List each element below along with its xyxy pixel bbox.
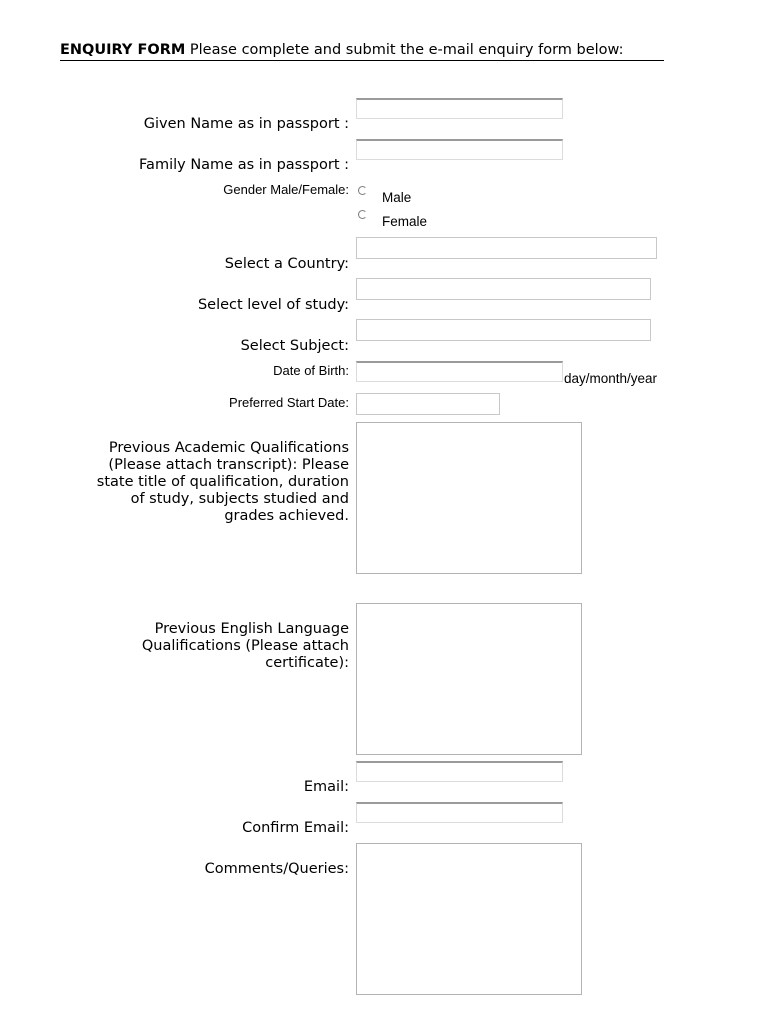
dob-input[interactable] [356,361,563,382]
family-name-input[interactable] [356,139,563,160]
family-name-label: Family Name as in passport : [139,157,349,173]
gender-label: Gender Male/Female: [223,182,349,197]
form-heading [60,42,664,61]
level-select[interactable] [356,278,651,300]
form-heading-bold: ENQUIRY FORM [60,42,186,58]
gender-male-radio[interactable] [358,186,367,195]
english-label: Previous English Language Qualifications (Please attach certificate): [141,621,349,671]
gender-female-radio[interactable] [358,210,367,219]
academic-label: Previous Academic Qualifications (Please attach transcript): Please state title of qualification, duration of study, subjects studied and grades achieved. [96,440,349,524]
email-label: Email: [303,779,349,795]
country-label: Select a Country: [224,256,349,272]
form-heading-colon: : [618,42,624,58]
gender-male-label: Male [382,190,412,205]
dob-label: Date of Birth: [273,363,349,378]
subject-select[interactable] [356,319,651,341]
subject-label: Select Subject: [240,338,349,354]
dob-hint: day/month/year [564,371,658,386]
confirm-email-input[interactable] [356,802,563,823]
email-input[interactable] [356,761,563,782]
start-date-input[interactable] [356,393,500,415]
comments-label: Comments/Queries: [204,861,349,877]
english-textarea[interactable] [356,603,582,755]
given-name-label: Given Name as in passport : [143,116,349,132]
form-heading-text: Please complete and submit the e-mail enquiry form below [189,42,619,58]
confirm-email-label: Confirm Email: [242,820,349,836]
comments-textarea[interactable] [356,843,582,995]
academic-textarea[interactable] [356,422,582,574]
gender-female-label: Female [382,214,428,229]
given-name-input[interactable] [356,98,563,119]
start-date-label: Preferred Start Date: [229,395,349,410]
level-label: Select level of study: [197,297,349,313]
country-select[interactable] [356,237,657,259]
